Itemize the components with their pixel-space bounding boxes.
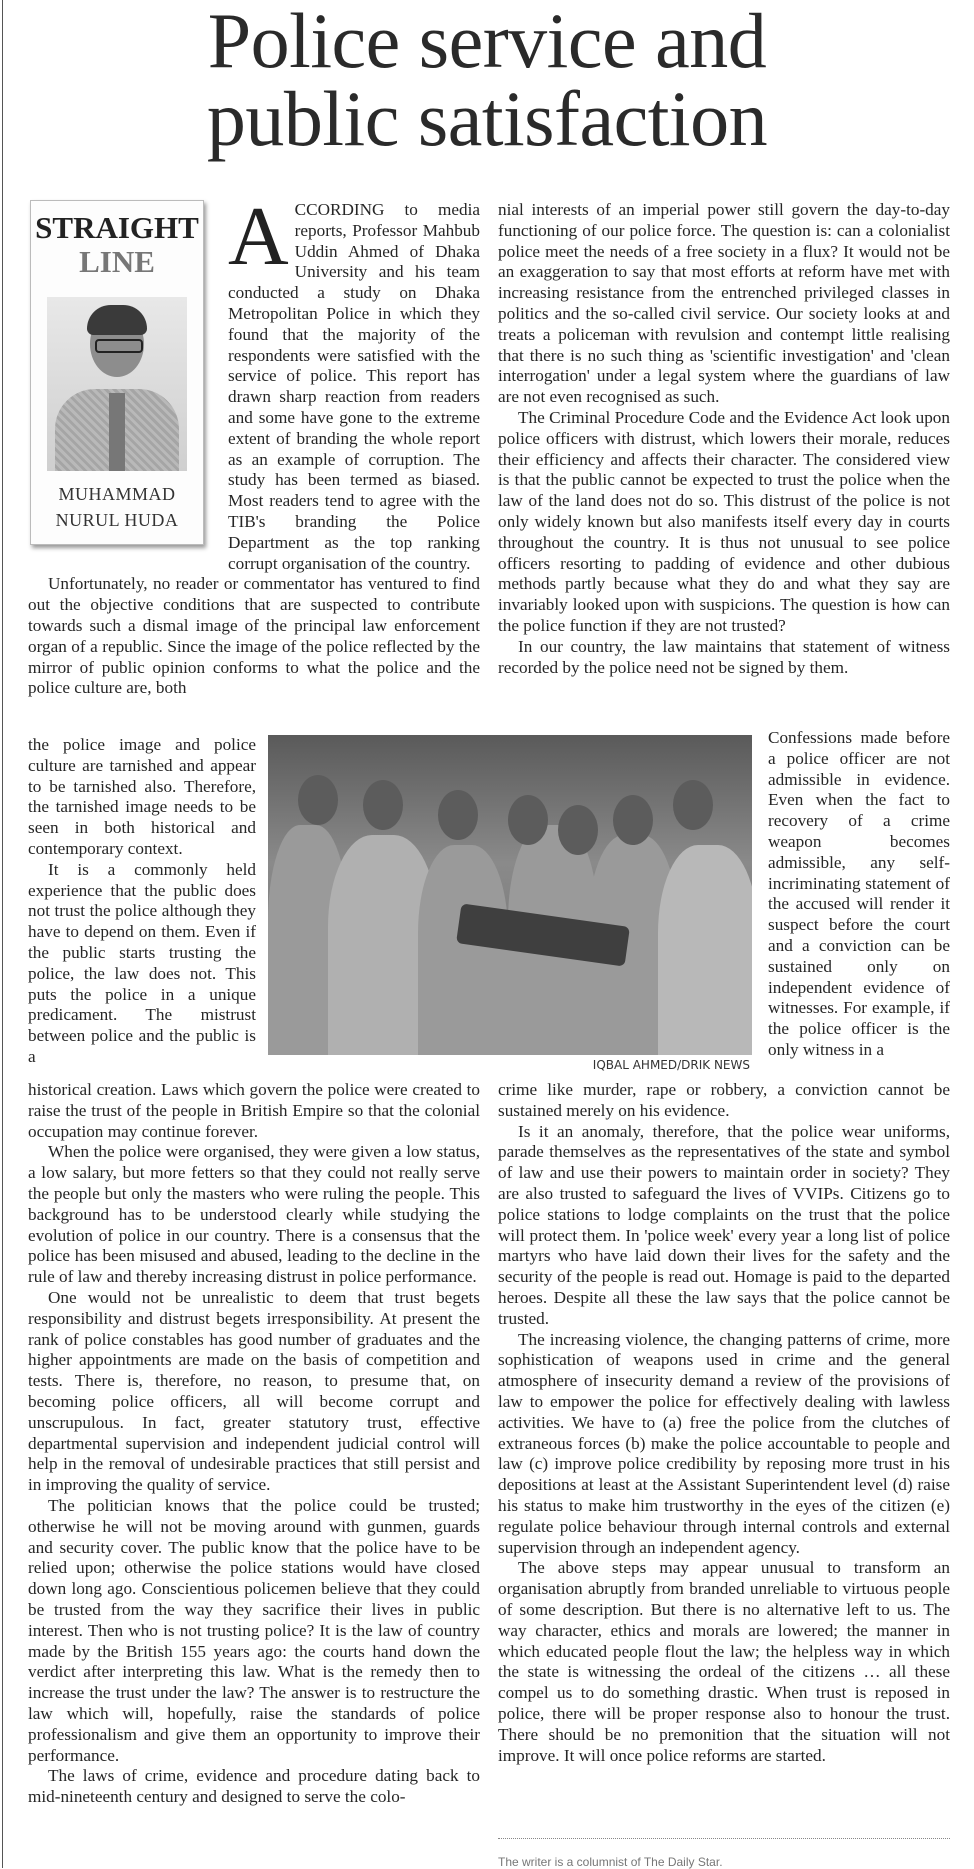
- photo-credit: IQBAL AHMED/DRIK NEWS: [592, 1058, 750, 1072]
- left-column-bottom: [28, 1080, 480, 1808]
- paragraph: The politician knows that the police could be trusted; otherwise he will not be moving around with gunmen, guards and security cover. The public know that the police have to be relied upon; otherwise the police stations would have closed down long ago. Conscientious policemen believe that they could be trusted from the way they sacrifice their lives in public interest. Then who is not trusting police? It is the law of country made by the British 155 years ago: the courts hand down the verdict after interpreting this law. What is the remedy then to increase the trust under the law? The answer is to restructure the law which will, hopefully, raise the standards of police professionalism and give them an opportunity to improve their performance.: [28, 1495, 480, 1765]
- paragraph: When the police were organised, they were given a low status, a low salary, but more fetters so that they could not really serve the people but only the masters who were ruling the people. This background has to be understood clearly while studying the evolution of police in our country. There is a consensus that the police has been misused and abused, leading to the decline in the rule of law and thereby increasing distrust in police performance.: [28, 1142, 480, 1287]
- paragraph: The increasing violence, the changing patterns of crime, more sophistication of weapons used in crime and the general atmosphere of insecurity demand a review of the provisions of law to empower the police for effectively dealing with lawless activities. We have to (a) free the police from the clutches of extraneous forces (b) make the police accountable to people and law (c) improve police credibility by reposing more trust in his depositions at least at the Assistant Superintendent level (d) raise his status to make him trustworthy in the eyes of the citizen (e) regulate police behaviour through internal controls and external supervision through an independent agency.: [498, 1329, 950, 1557]
- paragraph: One would not be unrealistic to deem that trust begets responsibility and distrust begets irresponsibility. At present the rank of police constables has good number of graduates and the higher appointments are made on the basis of competition and tests. There is, therefore, no reason, to presume that, on becoming police officers, all will become corrupt and unscrupulous. In fact, greater statutory trust, effective departmental supervision and independent judicial control will help in the removal of undesirable practices that still persist and in improving the quality of service.: [28, 1287, 480, 1495]
- headline-line-1: Police service and: [207, 0, 767, 84]
- paragraph: the police image and police culture are tarnished and appear to be tarnished also. Therefore, the tarnished image needs to be seen in both historical and contemporary context.: [28, 735, 256, 858]
- paragraph: The laws of crime, evidence and procedure dating back to mid-nineteenth century and designed to serve the colo-: [28, 1766, 480, 1807]
- police-photo: [268, 735, 752, 1055]
- paragraph: The Criminal Procedure Code and the Evidence Act look upon police officers with distrust, which lowers their morale, reduces their efficiency and affects their character. The considered view is that the public cannot be expected to trust the police when the law of the land does not do so. This distrust of the police is not only widely known but also manifests itself every day in courts throughout the country. It is thus not unusual to see police officers resorting to padding of evidence and other dubious methods partly because what they do and what they say are invariably looked upon with suspicions. The question is how can the police function if they are not trusted?: [498, 407, 950, 635]
- headline: [0, 0, 974, 162]
- paragraph: Unfortunately, no reader or commentator has ventured to find out the objective conditions that are suspected to contribute towards such a dismal image of the principal law enforcement organ of a republic. Since the image of the police reflected by the mirror of public opinion conforms to what the police and the police culture are, both: [28, 574, 480, 698]
- paragraph: The above steps may appear unusual to transform an organisation abruptly from branded unreliable to virtuous people of some description. But there is no alternative left to us. The way character, ethics and morals are lowered; the manner in which educated people flout the law; the helpless way in which the state is witnessing the ordeal of the citizens … all these compel us to do something drastic. When trust is reposed in police, there will be proper response also to honour the trust. There should be no premonition that the situation will not improve. It will once police reforms are started.: [498, 1558, 950, 1765]
- right-column-bottom: [498, 1080, 950, 1766]
- drop-cap: A: [228, 190, 289, 283]
- right-column-beside-photo: [768, 728, 950, 1061]
- paragraph: Confessions made before a police officer are not admissible in evidence. Even when the fact to recovery of a crime weapon becomes admissible, any self-incriminating statement of the accused will render it suspect before the court and a conviction can be sustained only on independent evidence of witnesses. For example, if the police officer is the only witness in a: [768, 728, 950, 1059]
- paragraph: CCORDING to media reports, Professor Mahbub Uddin Ahmed of Dhaka University and his team conducted a study on Dhaka Metropolitan Police in which they found that the majority of the respondents were satisfied with the service of police. This report has drawn sharp reaction from readers and some have gone to the extreme extent of branding the whole report as an example of corruption. The study has been termed as biased. Most readers tend to agree with the TIB's branding the Police Department as the top ranking corrupt organisation of the country.: [228, 200, 480, 573]
- paragraph: Is it an anomaly, therefore, that the police wear uniforms, parade themselves as the representatives of the state and symbol of law and use their powers to maintain order in society? They are also trusted to safeguard the lives of VVIPs. Citizens go to police stations to lodge complaints on the trust that the police will protect them. In 'police week' every year a long list of police martyrs who have laid down their lives for the safety and the security of the people is read out. Homage is paid to the departed heroes. Despite all these the law says that the police cannot be trusted.: [498, 1121, 950, 1328]
- headline-line-2: public satisfaction: [206, 75, 768, 162]
- author-name-line-1: MUHAMMAD: [58, 484, 176, 504]
- left-column-beside-photo: [28, 735, 256, 1068]
- paragraph: historical creation. Laws which govern the police were created to raise the trust of the people in British Empire so that the colonial occupation may continue forever.: [28, 1080, 480, 1141]
- left-column-top: [28, 190, 480, 699]
- author-note: The writer is a columnist of The Daily Star.: [498, 1855, 723, 1869]
- paragraph: nial interests of an imperial power still govern the day-to-day functioning of our police force. The question is: can a colonialist police meet the needs of a free society in a flux? It would not be an exaggeration to say that most efforts at reform have met with increasing resistance from the entrenched privileged classes in politics and the so-called civil service. Our society looks at and treats a policeman with revulsion and contempt little realising that there is no such thing as 'scientific investigation' and 'clean interrogation' under a legal system where the guardians of law are not even recognised as such.: [498, 200, 950, 407]
- paragraph: It is a commonly held experience that the public does not trust the police although they have to depend on them. Even if the public starts trusting the police, the law does not. This puts the police in a unique predicament. The mistrust between police and the public is a: [28, 859, 256, 1066]
- footer-divider: [498, 1838, 950, 1839]
- paragraph: crime like murder, rape or robbery, a conviction cannot be sustained merely on his evidence.: [498, 1080, 950, 1120]
- author-name-line-2: NURUL HUDA: [55, 510, 179, 530]
- column-name: STRAIGHT: [35, 210, 199, 245]
- paragraph: In our country, the law maintains that statement of witness recorded by the police need not be signed by them.: [498, 636, 950, 677]
- right-column-top: [498, 200, 950, 678]
- column-name-line-2: LINE: [79, 244, 155, 279]
- page-edge-rule: [2, 0, 3, 1868]
